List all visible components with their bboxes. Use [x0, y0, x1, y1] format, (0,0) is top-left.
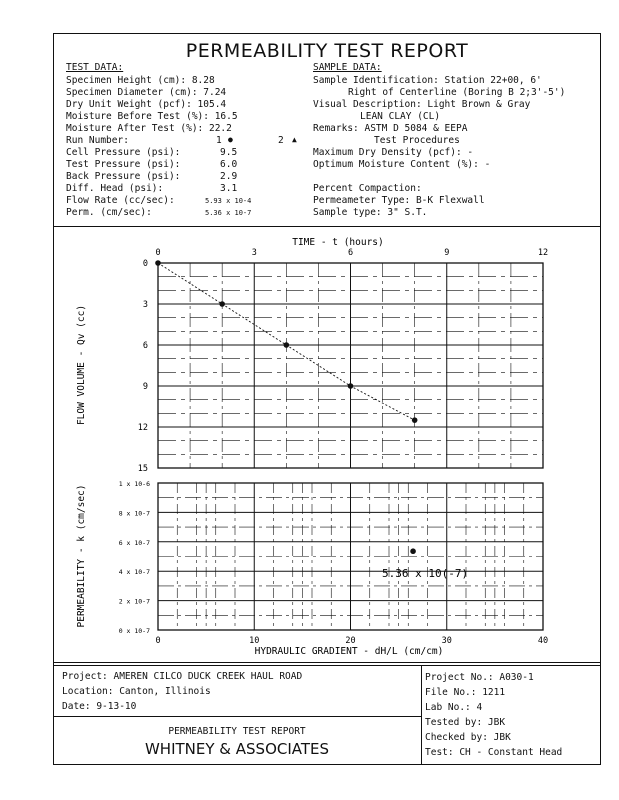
perm-value: 5.36 x 10-7: [205, 209, 252, 217]
report-title: PERMEABILITY TEST REPORT: [185, 40, 469, 62]
test-type: Test: CH - Constant Head: [425, 747, 563, 758]
project-date: Date: 9-13-10: [62, 701, 137, 712]
file-number: File No.: 1211: [425, 687, 506, 698]
footer-top-rule: [53, 665, 601, 666]
perm-y-tick-label: 2 x 10-7: [118, 597, 150, 606]
flow-data-point: [219, 301, 225, 307]
flow-data-point: [155, 260, 161, 266]
flow-x-tick-label: 0: [155, 248, 161, 258]
project-location: Location: Canton, Illinois: [62, 686, 211, 697]
flow-y-tick-label: 9: [142, 382, 148, 392]
sample-type: Sample type: 3" S.T.: [313, 207, 428, 218]
flow-x-title: TIME - t (hours): [292, 237, 384, 248]
perm-x-tick-label: 40: [537, 636, 549, 646]
specimen-diameter: Specimen Diameter (cm): 7.24: [66, 87, 227, 98]
cell-pressure-label: Cell Pressure (psi):: [66, 147, 181, 158]
project-number: Project No.: A030-1: [425, 672, 534, 683]
footer-column-divider: [421, 665, 422, 765]
dry-unit-weight: Dry Unit Weight (pcf): 105.4: [66, 99, 227, 110]
footer-inner-rule: [53, 716, 421, 717]
specimen-height: Specimen Height (cm): 8.28: [66, 75, 215, 86]
report-label: PERMEABILITY TEST REPORT: [168, 726, 306, 737]
moisture-before: Moisture Before Test (%): 16.5: [66, 111, 238, 122]
lab-number: Lab No.: 4: [425, 702, 483, 713]
company-name: WHITNEY & ASSOCIATES: [144, 740, 330, 758]
flow-x-tick-label: 3: [251, 248, 257, 258]
tested-by: Tested by: JBK: [425, 717, 506, 728]
run-number-label: Run Number:: [66, 135, 129, 146]
perm-x-tick-label: 30: [441, 636, 452, 646]
sample-identification: Sample Identification: Station 22+00, 6': [313, 75, 542, 86]
flow-y-tick-label: 12: [137, 423, 148, 433]
circle-marker-icon: ●: [228, 135, 233, 144]
triangle-marker-icon: ▲: [292, 135, 297, 144]
sample-data-header: SAMPLE DATA:: [313, 62, 382, 73]
remarks-continued: Test Procedures: [374, 135, 460, 146]
run-number-1: 1: [216, 135, 222, 146]
sample-location: Right of Centerline (Boring B 2;3'-5'): [348, 87, 566, 98]
diff-head-value: 3.1: [220, 183, 238, 194]
flow-x-tick-label: 6: [347, 248, 354, 258]
moisture-after: Moisture After Test (%): 22.2: [66, 123, 232, 134]
perm-label: Perm. (cm/sec):: [66, 207, 152, 218]
project-name: Project: AMEREN CILCO DUCK CREEK HAUL ROAD: [62, 671, 303, 682]
flow-y-tick-label: 15: [137, 464, 148, 474]
flow-y-tick-label: 3: [142, 300, 148, 310]
remarks: Remarks: ASTM D 5084 & EEPA: [313, 123, 468, 134]
checked-by: Checked by: JBK: [425, 732, 511, 743]
max-dry-density: Maximum Dry Density (pcf): -: [313, 147, 474, 158]
optimum-moisture: Optimum Moisture Content (%): -: [313, 159, 491, 170]
percent-compaction: Percent Compaction:: [313, 183, 422, 194]
test-data-header: TEST DATA:: [66, 62, 124, 73]
perm-x-title: HYDRAULIC GRADIENT - dH/L (cm/cm): [254, 646, 444, 657]
perm-y-tick-label: 8 x 10-7: [118, 509, 150, 518]
visual-description: Visual Description: Light Brown & Gray: [313, 99, 531, 110]
flow-rate-label: Flow Rate (cc/sec):: [66, 195, 175, 206]
perm-y-tick-label: 0 x 10-7: [118, 627, 150, 635]
permeameter-type: Permeameter Type: B-K Flexwall: [313, 195, 485, 206]
flow-data-point: [412, 417, 418, 423]
perm-y-tick-label: 1 x 10-6: [118, 480, 150, 488]
perm-point-label: 5.36 x 10(-7): [382, 567, 469, 580]
flow-x-tick-label: 12: [537, 248, 549, 258]
flow-y-tick-label: 0: [142, 259, 148, 269]
test-pressure-label: Test Pressure (psi):: [66, 159, 181, 170]
perm-x-tick-label: 0: [155, 636, 161, 646]
perm-y-tick-label: 6 x 10-7: [118, 538, 150, 547]
flow-data-point: [284, 342, 290, 348]
perm-y-title: PERMEABILITY - k (cm/sec): [76, 484, 87, 628]
run-number-2: 2: [278, 135, 284, 146]
flow-data-point: [348, 383, 354, 389]
soil-classification: LEAN CLAY (CL): [360, 111, 441, 122]
back-pressure-value: 2.9: [220, 171, 238, 182]
diff-head-label: Diff. Head (psi):: [66, 183, 164, 194]
flow-y-tick-label: 6: [142, 341, 148, 351]
flow-rate-value: 5.93 x 10-4: [205, 197, 252, 205]
flow-y-title: FLOW VOLUME - Qv (cc): [76, 304, 87, 426]
perm-data-point: [410, 548, 416, 554]
flow-x-tick-label: 9: [444, 248, 450, 258]
cell-pressure-value: 9.5: [220, 147, 238, 158]
back-pressure-label: Back Pressure (psi):: [66, 171, 181, 182]
perm-x-tick-label: 20: [345, 636, 356, 646]
perm-x-tick-label: 10: [249, 636, 260, 646]
perm-y-tick-label: 4 x 10-7: [118, 568, 150, 577]
section-divider-bottom: [53, 662, 601, 663]
test-pressure-value: 6.0: [220, 159, 238, 170]
